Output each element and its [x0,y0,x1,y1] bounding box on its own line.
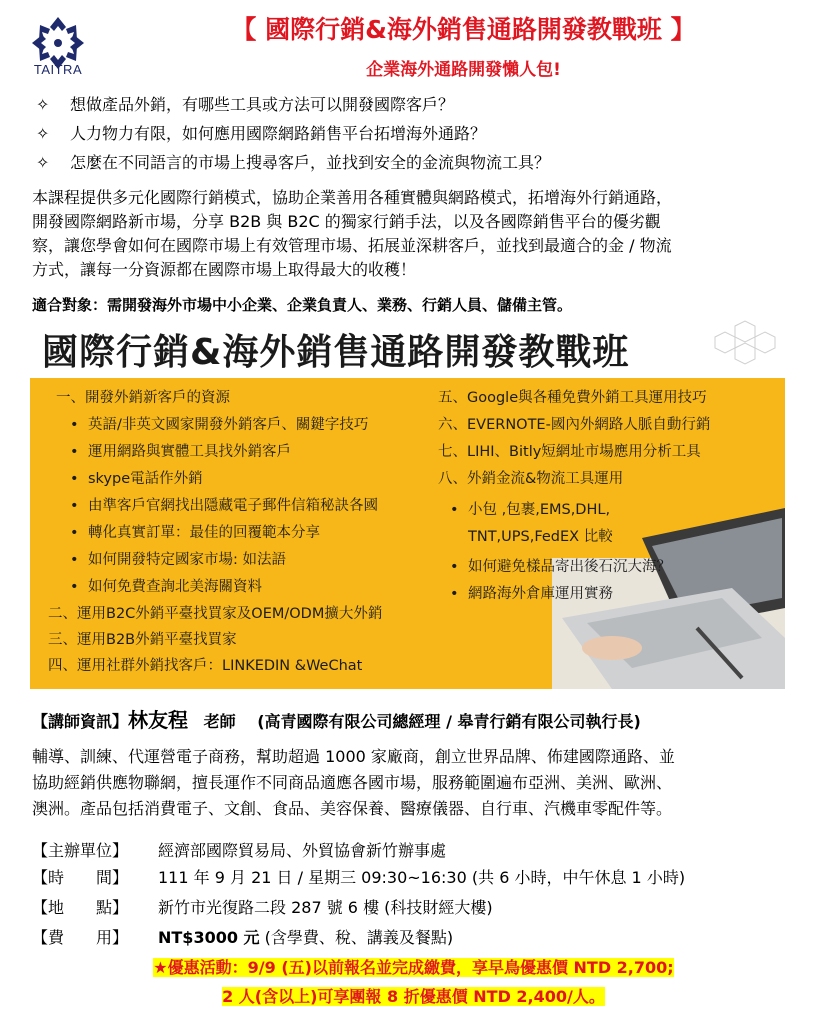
course-banner [30,320,785,689]
instructor-bio [32,744,792,822]
info-label: 【主辦單位】 [32,841,129,860]
intro-paragraph [32,186,792,282]
bullet-icon: • [450,559,459,575]
instructor-heading [32,704,641,733]
page-subtitle: 企業海外通路開發懶人包! [366,60,561,80]
info-label: 【費 用】 [32,928,129,947]
banner-item: • 如何開發特定國家市場: 如法語 [70,552,286,568]
promo-text: ★優惠活動：9/9 (五)以前報名並完成繳費，享早鳥優惠價 NTD 2,700; [153,958,674,977]
bullet-icon: • [70,417,79,433]
bullet-icon: • [450,502,459,518]
intro-line: 開發國際網路新市場，分享 B2B 與 B2C 的獨家行銷手法，以及各國際銷售平台的優劣觀 [32,212,661,231]
question-item [36,92,454,115]
diamond-icon: ✧ [36,153,50,172]
info-row-location [32,895,493,918]
info-value: 經濟部國際貿易局、外貿協會新竹辦事處 [158,841,447,860]
instructor-role: 老師 [203,712,236,731]
banner-item: • 轉化真實訂單：最佳的回覆範本分享 [70,525,320,541]
banner-item: 三、運用B2B外銷平臺找買家 [48,632,237,648]
banner-item: • 小包 ,包裹,EMS,DHL, [450,502,611,518]
diamond-icon: ✧ [36,95,50,114]
banner-item: 二、運用B2C外銷平臺找買家及OEM/ODM擴大外銷 [48,606,383,622]
banner-item: 四、運用社群外銷找客戶：LINKEDIN &WeChat [48,658,363,674]
diamond-icon: ✧ [36,124,50,143]
intro-line: 察，讓您學會如何在國際市場上有效管理市場、拓展並深耕客戶，並找到最適合的金 / 物流 [32,236,672,255]
question-text: 怎麼在不同語言的市場上搜尋客戶，並找到安全的金流與物流工具？ [70,153,551,172]
info-row-fee [32,925,453,948]
intro-line: 方式，讓每一分資源都在國際市場上取得最大的收穫！ [32,260,417,279]
banner-item: 五、Google與各種免費外銷工具運用技巧 [438,390,707,406]
info-row-organizer [32,838,446,861]
bullet-icon: • [450,586,459,602]
promo-text: 2 人(含以上)可享團報 8 折優惠價 NTD 2,400/人。 [222,987,605,1006]
banner-item: • 英語/非英文國家開發外銷客戶、關鍵字技巧 [70,417,369,433]
bullet-icon: • [70,579,79,595]
instructor-affiliation: (高青國際有限公司總經理 / 皋青行銷有限公司執行長) [257,712,641,731]
target-audience: 適合對象：需開發海外市場中小企業、企業負責人、業務、行銷人員、儲備主管。 [32,296,573,314]
promo-line [0,984,827,1007]
question-text: 想做產品外銷，有哪些工具或方法可以開發國際客戶？ [70,95,455,114]
banner-item: • 由準客戶官網找出隱藏電子郵件信箱秘訣各國 [70,498,378,514]
bullet-icon: • [70,444,79,460]
bio-line: 輔導、訓練、代運營電子商務，幫助超過 1000 家廠商，創立世界品牌、佈建國際通路、並 [32,747,675,766]
question-text: 人力物力有限，如何應用國際網路銷售平台拓增海外通路？ [70,124,487,143]
banner-item: 八、外銷金流&物流工具運用 [438,471,624,487]
instructor-name: 林友程 [128,708,189,732]
fee-amount: NT$3000 元 [158,928,260,947]
hexagon-decoration [665,320,785,378]
bullet-icon: • [70,471,79,487]
banner-item: • 運用網路與實體工具找外銷客戶 [70,444,291,460]
question-item [36,150,550,173]
info-label: 【地 點】 [32,898,129,917]
info-row-time [32,865,685,888]
banner-item: 七、LIHI、Bitly短網址市場應用分析工具 [438,444,701,460]
info-label: 【時 間】 [32,868,129,887]
banner-item: 六、EVERNOTE-國內外網路人脈自動行銷 [438,417,711,433]
banner-item: • 如何免費查詢北美海關資料 [70,579,262,595]
banner-item: • 如何避免樣品寄出後石沉大海？ [450,559,671,575]
bio-line: 澳洲。產品包括消費電子、文創、食品、美容保養、醫療儀器、自行車、汽機車零配件等。 [32,799,673,818]
bio-line: 協助經銷供應物聯網，擅長運作不同商品適應各國市場，服務範圍遍布亞洲、美洲、歐洲、 [32,773,673,792]
info-value: 111 年 9 月 21 日 / 星期三 09:30~16:30 (共 6 小時，中午休息 1 小時) [158,868,686,887]
promo-line [0,955,827,978]
banner-item: • 網路海外倉庫運用實務 [450,586,613,602]
banner-item: TNT,UPS,FedEX 比較 [468,529,613,545]
banner-item: 一、開發外銷新客戶的資源 [56,390,230,406]
page-title: 【 國際行銷&海外銷售通路開發教戰班 】 [231,15,696,44]
info-value: 新竹市光復路二段 287 號 6 樓 (科技財經大樓) [158,898,493,917]
bullet-icon: • [70,552,79,568]
logo-text: TAITRA [33,62,83,77]
bullet-icon: • [70,525,79,541]
question-item [36,121,486,144]
banner-item: • skype電話作外銷 [70,471,203,487]
instructor-label: 【講師資訊】 [32,712,129,731]
banner-content [30,378,785,689]
intro-line: 本課程提供多元化國際行銷模式，協助企業善用各種實體與網路模式，拓增海外行銷通路， [32,188,673,207]
bullet-icon: • [70,498,79,514]
banner-title: 國際行銷&海外銷售通路開發教戰班 [42,332,630,373]
info-value: (含學費、稅、講義及餐點) [259,928,454,947]
